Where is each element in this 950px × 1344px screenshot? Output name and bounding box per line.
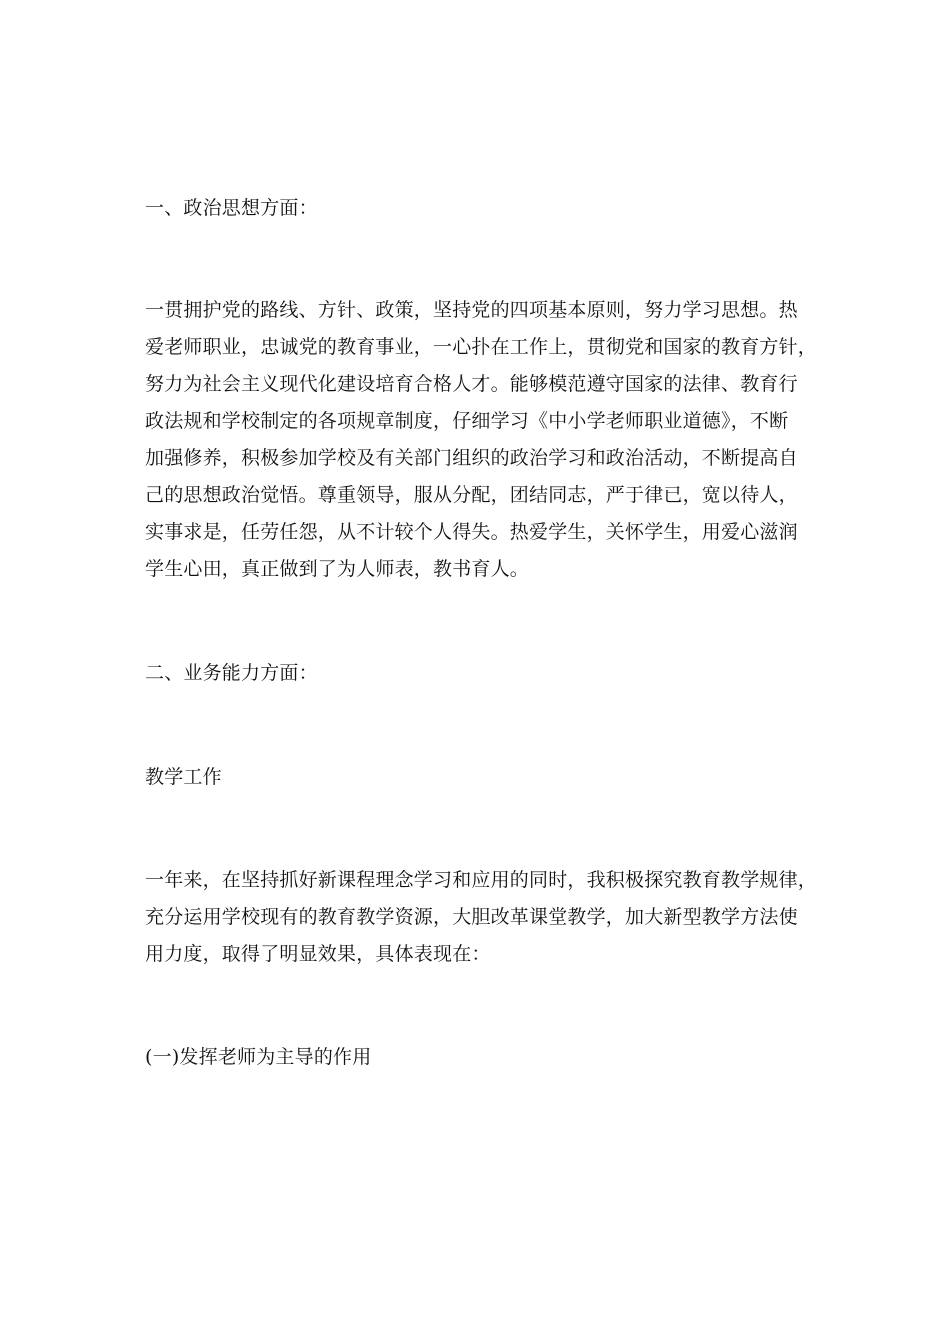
section-heading-politics: 一、政治思想方面： — [145, 197, 318, 219]
paragraph-line: 一贯拥护党的路线、方针、政策，坚持党的四项基本原则，努力学习思想。热 — [145, 299, 798, 321]
subheading-teaching-work: 教学工作 — [145, 766, 222, 788]
paragraph-line: 努力为社会主义现代化建设培育合格人才。能够模范遵守国家的法律、教育行 — [145, 373, 798, 395]
paragraph-line: 充分运用学校现有的教育教学资源，大胆改革课堂教学，加大新型教学方法使 — [145, 906, 798, 928]
paragraph-line: 用力度，取得了明显效果，具体表现在： — [145, 943, 491, 965]
list-item-heading: (一)发挥老师为主导的作用 — [145, 1046, 372, 1068]
paragraph-line: 政法规和学校制定的各项规章制度，仔细学习《中小学老师职业道德》，不断 — [145, 410, 789, 432]
paragraph-line: 实事求是，任劳任怨，从不计较个人得失。热爱学生，关怀学生，用爱心滋润 — [145, 521, 798, 543]
section-heading-business: 二、业务能力方面： — [145, 662, 318, 684]
paragraph-line: 加强修养，积极参加学校及有关部门组织的政治学习和政治活动，不断提高自 — [145, 447, 798, 469]
paragraph-line: 学生心田，真正做到了为人师表，教书育人。 — [145, 558, 530, 580]
paragraph-line: 己的思想政治觉悟。尊重领导，服从分配，团结同志，严于律已，宽以待人， — [145, 484, 798, 506]
paragraph-line: 爱老师职业，忠诚党的教育事业，一心扑在工作上，贯彻党和国家的教育方针， — [145, 336, 818, 358]
paragraph-line: 一年来，在坚持抓好新课程理念学习和应用的同时，我积极探究教育教学规律， — [145, 869, 818, 891]
